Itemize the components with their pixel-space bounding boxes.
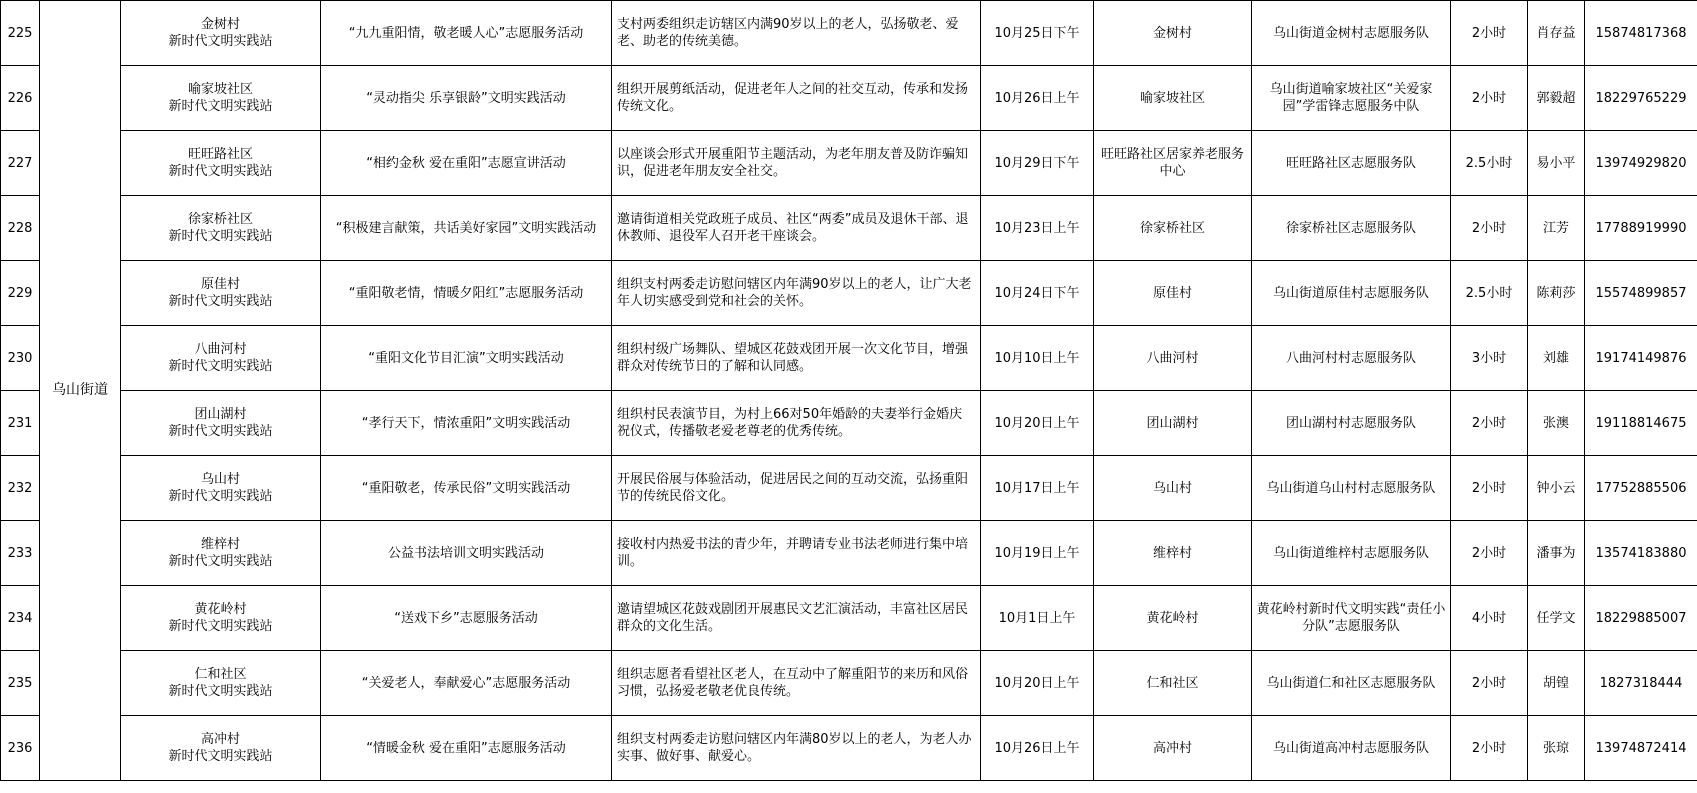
- activity-name-cell: “重阳文化节目汇演”文明实践活动: [321, 326, 612, 391]
- station-type: 新时代文明实践站: [168, 684, 273, 699]
- activity-name-cell: “关爱老人，奉献爱心”志愿服务活动: [321, 651, 612, 716]
- contact-person-cell: 刘雄: [1528, 326, 1585, 391]
- phone-cell: 18229885007: [1585, 586, 1697, 651]
- station-name: 维梓村: [200, 537, 240, 552]
- volunteer-team-cell: 团山湖村村志愿服务队: [1252, 391, 1451, 456]
- station-type: 新时代文明实践站: [168, 229, 273, 244]
- station-cell: [121, 1, 321, 66]
- table-row: [1, 66, 1697, 131]
- activity-content-cell: 组织开展剪纸活动，促进老年人之间的社交互动，传承和发扬传统文化。: [612, 66, 981, 131]
- station-name: 喻家坡社区: [187, 82, 253, 97]
- contact-person-cell: 潘事为: [1528, 521, 1585, 586]
- duration-cell: 2小时: [1451, 196, 1528, 261]
- phone-cell: 15574899857: [1585, 261, 1697, 326]
- contact-person-cell: 胡锽: [1528, 651, 1585, 716]
- activity-time-cell: 10月1日上午: [981, 586, 1094, 651]
- activity-content-cell: 以座谈会形式开展重阳节主题活动，为老年朋友普及防诈骗知识，促进老年朋友安全社交。: [612, 131, 981, 196]
- contact-person-cell: 钟小云: [1528, 456, 1585, 521]
- station-type: 新时代文明实践站: [168, 749, 273, 764]
- activity-content-cell: 组织支村两委走访慰问辖区内年满80岁以上的老人，为老人办实事、做好事、献爱心。: [612, 716, 981, 781]
- activity-time-cell: 10月20日上午: [981, 391, 1094, 456]
- row-number-cell: 231: [1, 391, 40, 456]
- duration-cell: 2.5小时: [1451, 261, 1528, 326]
- station-name: 黄花岭村: [194, 602, 247, 617]
- station-cell: [121, 651, 321, 716]
- row-number-cell: 228: [1, 196, 40, 261]
- row-number-cell: 230: [1, 326, 40, 391]
- row-number-cell: 225: [1, 1, 40, 66]
- contact-person-cell: 易小平: [1528, 131, 1585, 196]
- phone-cell: 17752885506: [1585, 456, 1697, 521]
- activity-content-cell: 邀请望城区花鼓戏剧团开展惠民文艺汇演活动，丰富社区居民群众的文化生活。: [612, 586, 981, 651]
- activity-time-cell: 10月29日下午: [981, 131, 1094, 196]
- volunteer-team-cell: 乌山街道金树村志愿服务队: [1252, 1, 1451, 66]
- table-row: [1, 261, 1697, 326]
- activity-name-cell: “重阳敬老情，情暖夕阳红”志愿服务活动: [321, 261, 612, 326]
- station-cell: [121, 326, 321, 391]
- activity-time-cell: 10月17日上午: [981, 456, 1094, 521]
- row-number-cell: 226: [1, 66, 40, 131]
- station-type: 新时代文明实践站: [168, 359, 273, 374]
- volunteer-team-cell: 乌山街道仁和社区志愿服务队: [1252, 651, 1451, 716]
- activity-content-cell: 邀请街道相关党政班子成员、社区“两委”成员及退休干部、退休教师、退役军人召开老干座谈会。: [612, 196, 981, 261]
- volunteer-team-cell: 黄花岭村新时代文明实践“责任小分队”志愿服务队: [1252, 586, 1451, 651]
- activity-time-cell: 10月24日下午: [981, 261, 1094, 326]
- table-row: [1, 716, 1697, 781]
- activity-place-cell: 旺旺路社区居家养老服务中心: [1094, 131, 1252, 196]
- activity-content-cell: 开展民俗展与体验活动，促进居民之间的互动交流，弘扬重阳节的传统民俗文化。: [612, 456, 981, 521]
- activity-name-cell: “孝行天下，情浓重阳”文明实践活动: [321, 391, 612, 456]
- table-row: [1, 521, 1697, 586]
- duration-cell: 2小时: [1451, 521, 1528, 586]
- duration-cell: 3小时: [1451, 326, 1528, 391]
- duration-cell: 4小时: [1451, 586, 1528, 651]
- station-cell: [121, 521, 321, 586]
- table-row: [1, 651, 1697, 716]
- activity-place-cell: 高冲村: [1094, 716, 1252, 781]
- station-type: 新时代文明实践站: [168, 619, 273, 634]
- volunteer-team-cell: 徐家桥社区志愿服务队: [1252, 196, 1451, 261]
- activity-place-cell: 维梓村: [1094, 521, 1252, 586]
- volunteer-team-cell: 乌山街道乌山村村志愿服务队: [1252, 456, 1451, 521]
- station-cell: [121, 586, 321, 651]
- station-type: 新时代文明实践站: [168, 424, 273, 439]
- activity-place-cell: 黄花岭村: [1094, 586, 1252, 651]
- volunteer-team-cell: 八曲河村村志愿服务队: [1252, 326, 1451, 391]
- activity-place-cell: 喻家坡社区: [1094, 66, 1252, 131]
- volunteer-team-cell: 旺旺路社区志愿服务队: [1252, 131, 1451, 196]
- activity-name-cell: “九九重阳情，敬老暖人心”志愿服务活动: [321, 1, 612, 66]
- contact-person-cell: 张澳: [1528, 391, 1585, 456]
- table-row: [1, 131, 1697, 196]
- activity-time-cell: 10月19日上午: [981, 521, 1094, 586]
- duration-cell: 2小时: [1451, 1, 1528, 66]
- phone-cell: 13974872414: [1585, 716, 1697, 781]
- activity-place-cell: 八曲河村: [1094, 326, 1252, 391]
- phone-cell: 17788919990: [1585, 196, 1697, 261]
- row-number-cell: 234: [1, 586, 40, 651]
- station-type: 新时代文明实践站: [168, 99, 273, 114]
- activity-name-cell: “送戏下乡”志愿服务活动: [321, 586, 612, 651]
- table-row: [1, 326, 1697, 391]
- phone-cell: 13574183880: [1585, 521, 1697, 586]
- station-name: 旺旺路社区: [187, 147, 253, 162]
- activity-content-cell: 组织支村两委走访慰问辖区内年满90岁以上的老人，让广大老年人切实感受到党和社会的关怀。: [612, 261, 981, 326]
- volunteer-team-cell: 乌山街道高冲村志愿服务队: [1252, 716, 1451, 781]
- activity-content-cell: 组织村级广场舞队、望城区花鼓戏团开展一次文化节目，增强群众对传统节日的了解和认同感。: [612, 326, 981, 391]
- station-type: 新时代文明实践站: [168, 554, 273, 569]
- volunteer-team-cell: 乌山街道原佳村志愿服务队: [1252, 261, 1451, 326]
- activity-name-cell: “重阳敬老，传承民俗”文明实践活动: [321, 456, 612, 521]
- station-name: 八曲河村: [194, 342, 247, 357]
- row-number-cell: 236: [1, 716, 40, 781]
- activity-content-cell: 支村两委组织走访辖区内满90岁以上的老人，弘扬敬老、爱老、助老的传统美德。: [612, 1, 981, 66]
- table-row: [1, 196, 1697, 261]
- duration-cell: 2小时: [1451, 391, 1528, 456]
- volunteer-team-cell: 乌山街道喻家坡社区“关爱家园”学雷锋志愿服务中队: [1252, 66, 1451, 131]
- table-row: [1, 391, 1697, 456]
- activity-content-cell: 组织志愿者看望社区老人，在互动中了解重阳节的来历和风俗习惯，弘扬爱老敬老优良传统。: [612, 651, 981, 716]
- contact-person-cell: 张琼: [1528, 716, 1585, 781]
- activity-time-cell: 10月23日上午: [981, 196, 1094, 261]
- duration-cell: 2小时: [1451, 66, 1528, 131]
- activity-place-cell: 仁和社区: [1094, 651, 1252, 716]
- station-cell: [121, 66, 321, 131]
- contact-person-cell: 肖存益: [1528, 1, 1585, 66]
- station-cell: [121, 261, 321, 326]
- station-type: 新时代文明实践站: [168, 294, 273, 309]
- station-name: 金树村: [200, 17, 240, 32]
- phone-cell: 13974929820: [1585, 131, 1697, 196]
- activity-place-cell: 原佳村: [1094, 261, 1252, 326]
- activity-name-cell: “情暖金秋 爱在重阳”志愿服务活动: [321, 716, 612, 781]
- station-name: 原佳村: [200, 277, 240, 292]
- row-number-cell: 229: [1, 261, 40, 326]
- activity-time-cell: 10月26日上午: [981, 66, 1094, 131]
- activity-time-cell: 10月10日上午: [981, 326, 1094, 391]
- station-name: 徐家桥社区: [187, 212, 253, 227]
- row-number-cell: 233: [1, 521, 40, 586]
- row-number-cell: 232: [1, 456, 40, 521]
- station-cell: [121, 456, 321, 521]
- table-row: [1, 586, 1697, 651]
- table-row: [1, 1, 1697, 66]
- station-cell: [121, 131, 321, 196]
- activity-name-cell: “灵动指尖 乐享银龄”文明实践活动: [321, 66, 612, 131]
- volunteer-team-cell: 乌山街道维梓村志愿服务队: [1252, 521, 1451, 586]
- activity-place-cell: 乌山村: [1094, 456, 1252, 521]
- station-cell: [121, 716, 321, 781]
- station-type: 新时代文明实践站: [168, 34, 273, 49]
- activity-content-cell: 接收村内热爱书法的青少年，并聘请专业书法老师进行集中培训。: [612, 521, 981, 586]
- station-name: 高冲村: [200, 732, 240, 747]
- contact-person-cell: 郭毅超: [1528, 66, 1585, 131]
- duration-cell: 2小时: [1451, 651, 1528, 716]
- table-body: [1, 1, 1697, 781]
- activity-place-cell: 团山湖村: [1094, 391, 1252, 456]
- activity-place-cell: 徐家桥社区: [1094, 196, 1252, 261]
- phone-cell: 19174149876: [1585, 326, 1697, 391]
- activity-place-cell: 金树村: [1094, 1, 1252, 66]
- street-cell: 乌山街道: [40, 1, 121, 781]
- phone-cell: 19118814675: [1585, 391, 1697, 456]
- station-type: 新时代文明实践站: [168, 489, 273, 504]
- activity-name-cell: “相约金秋 爱在重阳”志愿宣讲活动: [321, 131, 612, 196]
- activity-name-cell: 公益书法培训文明实践活动: [321, 521, 612, 586]
- station-cell: [121, 391, 321, 456]
- table-row: [1, 456, 1697, 521]
- contact-person-cell: 江芳: [1528, 196, 1585, 261]
- duration-cell: 2小时: [1451, 456, 1528, 521]
- station-type: 新时代文明实践站: [168, 164, 273, 179]
- station-cell: [121, 196, 321, 261]
- duration-cell: 2.5小时: [1451, 131, 1528, 196]
- phone-cell: 15874817368: [1585, 1, 1697, 66]
- station-name: 团山湖村: [194, 407, 247, 422]
- station-name: 乌山村: [200, 472, 240, 487]
- row-number-cell: 227: [1, 131, 40, 196]
- activity-time-cell: 10月25日下午: [981, 1, 1094, 66]
- activity-time-cell: 10月26日上午: [981, 716, 1094, 781]
- contact-person-cell: 任学文: [1528, 586, 1585, 651]
- activity-content-cell: 组织村民表演节目，为村上66对50年婚龄的夫妻举行金婚庆祝仪式，传播敬老爱老尊老的优秀传统。: [612, 391, 981, 456]
- row-number-cell: 235: [1, 651, 40, 716]
- duration-cell: 2小时: [1451, 716, 1528, 781]
- phone-cell: 18229765229: [1585, 66, 1697, 131]
- station-name: 仁和社区: [194, 667, 247, 682]
- contact-person-cell: 陈莉莎: [1528, 261, 1585, 326]
- activity-time-cell: 10月20日上午: [981, 651, 1094, 716]
- activity-name-cell: “积极建言献策，共话美好家园”文明实践活动: [321, 196, 612, 261]
- phone-cell: 1827318444: [1585, 651, 1697, 716]
